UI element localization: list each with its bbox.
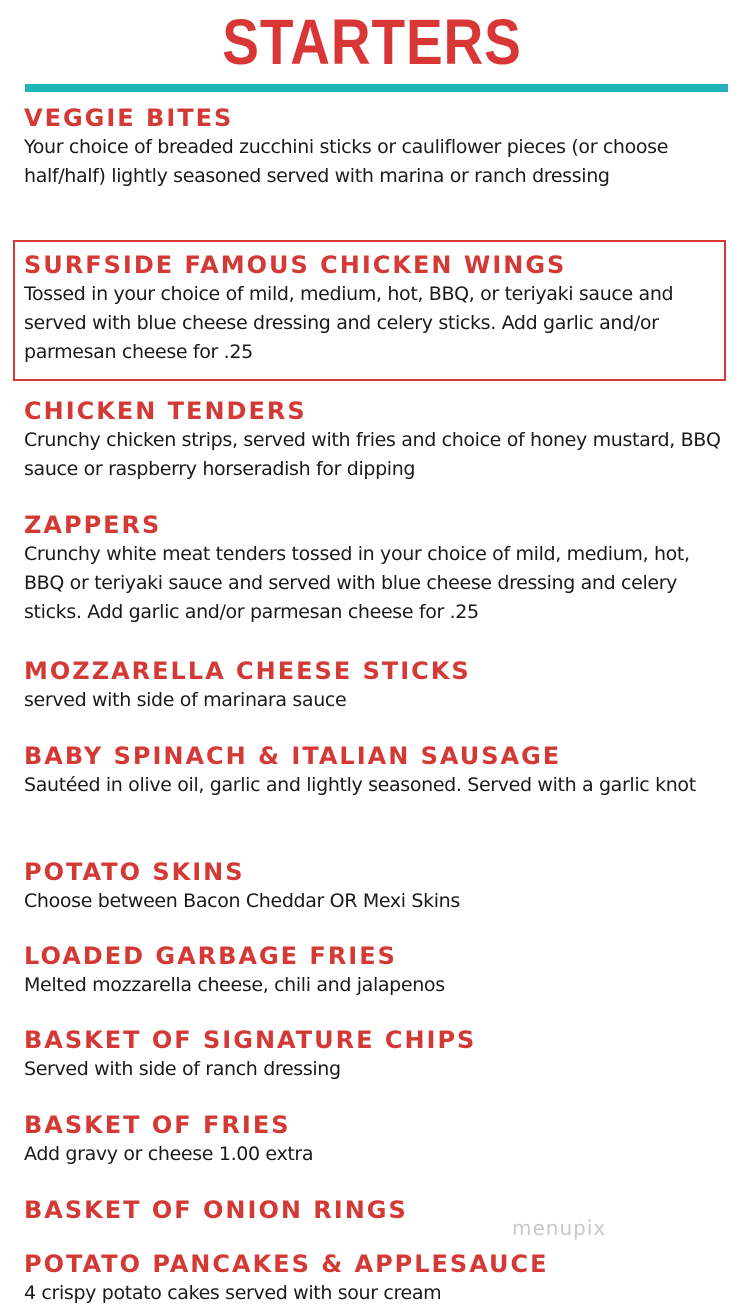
menu-item-description: Crunchy chicken strips, served with fries and choice of honey mustard, BBQ sauce or raspberry horseradish for dipping: [24, 429, 721, 480]
menu-item-name: POTATO PANCAKES & APPLESAUCE: [24, 1250, 549, 1278]
menu-item-description: Your choice of breaded zucchini sticks or cauliflower pieces (or choose half/half) lightly seasoned served with marina or ranch dressing: [24, 136, 669, 187]
menu-item-onion-rings: [24, 1195, 724, 1225]
menu-item-garbage-fries: [24, 941, 724, 1000]
menu-item-potato-pancakes: [24, 1249, 724, 1308]
menu-item-chicken-tenders: [24, 396, 724, 484]
menu-item-potato-skins: [24, 857, 724, 916]
page-title: STARTERS: [222, 6, 522, 78]
menu-item-description: Choose between Bacon Cheddar OR Mexi Skins: [24, 890, 460, 912]
menu-item-name: MOZZARELLA CHEESE STICKS: [24, 657, 471, 685]
watermark: menupix: [512, 1216, 607, 1240]
menu-item-mozzarella-sticks: [24, 656, 724, 715]
menu-item-name: BASKET OF ONION RINGS: [24, 1196, 408, 1224]
menu-item-name: BASKET OF FRIES: [24, 1111, 291, 1139]
menu-item-description: 4 crispy potato cakes served with sour cream: [24, 1282, 442, 1304]
menu-item-name: ZAPPERS: [24, 511, 162, 539]
menu-item-name: VEGGIE BITES: [24, 104, 234, 132]
menu-item-description: Melted mozzarella cheese, chili and jalapenos: [24, 974, 445, 996]
title-divider: [25, 84, 728, 92]
menu-item-description: Crunchy white meat tenders tossed in your choice of mild, medium, hot, BBQ or teriyaki sauce and served with blue cheese dressing and celery sticks. Add garlic and/or parmesan cheese for .25: [24, 543, 690, 623]
menu-item-signature-chips: [24, 1025, 724, 1084]
menu-item-chicken-wings: [24, 250, 724, 367]
menu-item-name: POTATO SKINS: [24, 858, 245, 886]
menu-item-description: Sautéed in olive oil, garlic and lightly seasoned. Served with a garlic knot: [24, 774, 696, 796]
menu-item-spinach-sausage: [24, 741, 724, 800]
menu-item-name: BASKET OF SIGNATURE CHIPS: [24, 1026, 477, 1054]
menu-item-veggie-bites: [24, 103, 724, 191]
menu-item-name: CHICKEN TENDERS: [24, 397, 307, 425]
menu-item-description: Tossed in your choice of mild, medium, hot, BBQ, or teriyaki sauce and served with blue cheese dressing and celery sticks. Add garlic and/or parmesan cheese for .25: [24, 283, 674, 363]
menu-item-basket-fries: [24, 1110, 724, 1169]
menu-item-description: Served with side of ranch dressing: [24, 1058, 341, 1080]
menu-item-description: served with side of marinara sauce: [24, 689, 347, 711]
menu-item-description: Add gravy or cheese 1.00 extra: [24, 1143, 314, 1165]
menu-item-zappers: [24, 510, 724, 627]
menu-item-name: SURFSIDE FAMOUS CHICKEN WINGS: [24, 251, 567, 279]
menu-item-name: BABY SPINACH & ITALIAN SAUSAGE: [24, 742, 562, 770]
menu-item-name: LOADED GARBAGE FRIES: [24, 942, 397, 970]
